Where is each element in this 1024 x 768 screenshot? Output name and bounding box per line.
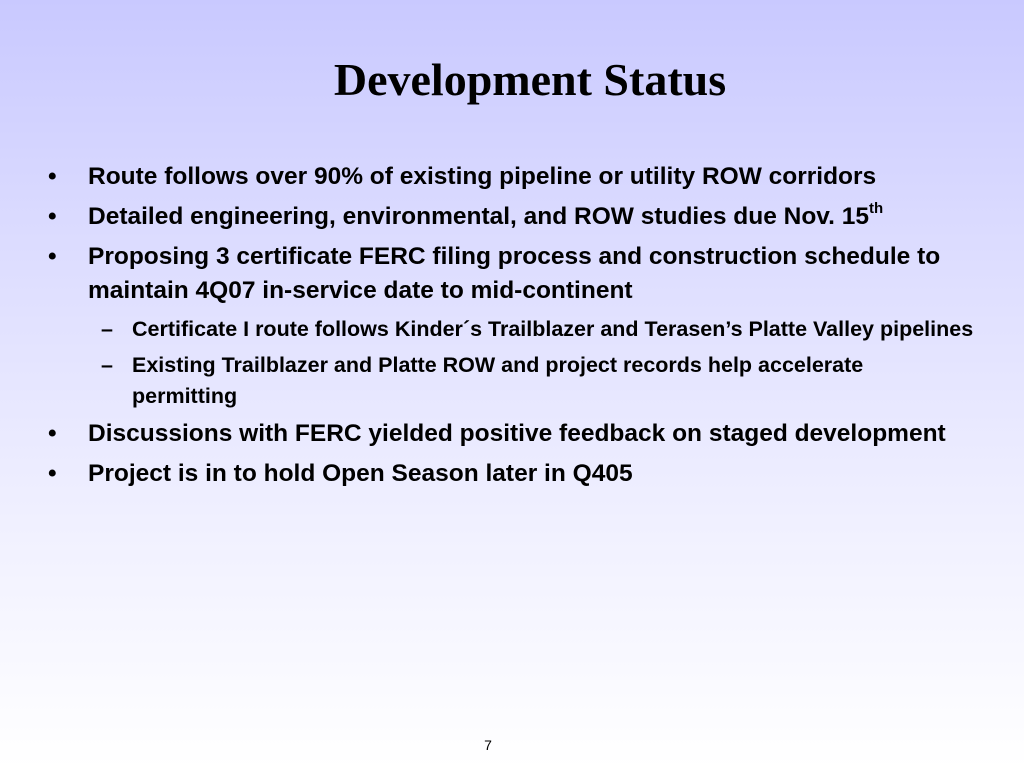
bullet-list <box>44 160 974 497</box>
bullet-text: Project is in to hold Open Season later in Q405 <box>88 460 633 487</box>
bullet-marker: • <box>48 163 57 190</box>
sub-bullet-item <box>101 314 974 345</box>
bullet-item <box>44 457 974 491</box>
bullet-marker: • <box>48 460 57 487</box>
bullet-text: Route follows over 90% of existing pipeline or utility ROW corridors <box>88 163 877 190</box>
sub-bullet-item <box>101 350 974 412</box>
sub-bullet-marker: – <box>101 317 113 341</box>
bullet-marker: • <box>48 243 57 270</box>
bullet-text: Discussions with FERC yielded positive feedback on staged development <box>88 420 946 447</box>
sub-bullet-marker: – <box>101 353 113 377</box>
ordinal-superscript: th <box>868 200 884 217</box>
bullet-text: Detailed engineering, environmental, and ROW studies due Nov. 15 <box>88 203 869 230</box>
bullet-text: Proposing 3 certificate FERC filing process and construction schedule to maintain 4Q07 in-service date to mid-continent <box>88 243 941 304</box>
page-number: 7 <box>484 737 492 753</box>
slide-title: Development Status <box>333 54 727 105</box>
bullet-item <box>44 240 974 308</box>
bullet-item <box>44 200 974 234</box>
bullet-marker: • <box>48 203 57 230</box>
bullet-item <box>44 417 974 451</box>
bullet-marker: • <box>48 420 57 447</box>
bullet-item <box>44 160 974 194</box>
sub-bullet-text: Certificate I route follows Kinder´s Trailblazer and Terasen’s Platte Valley pipelines <box>132 317 974 341</box>
sub-bullet-text: Existing Trailblazer and Platte ROW and project records help accelerate permitting <box>132 353 864 408</box>
